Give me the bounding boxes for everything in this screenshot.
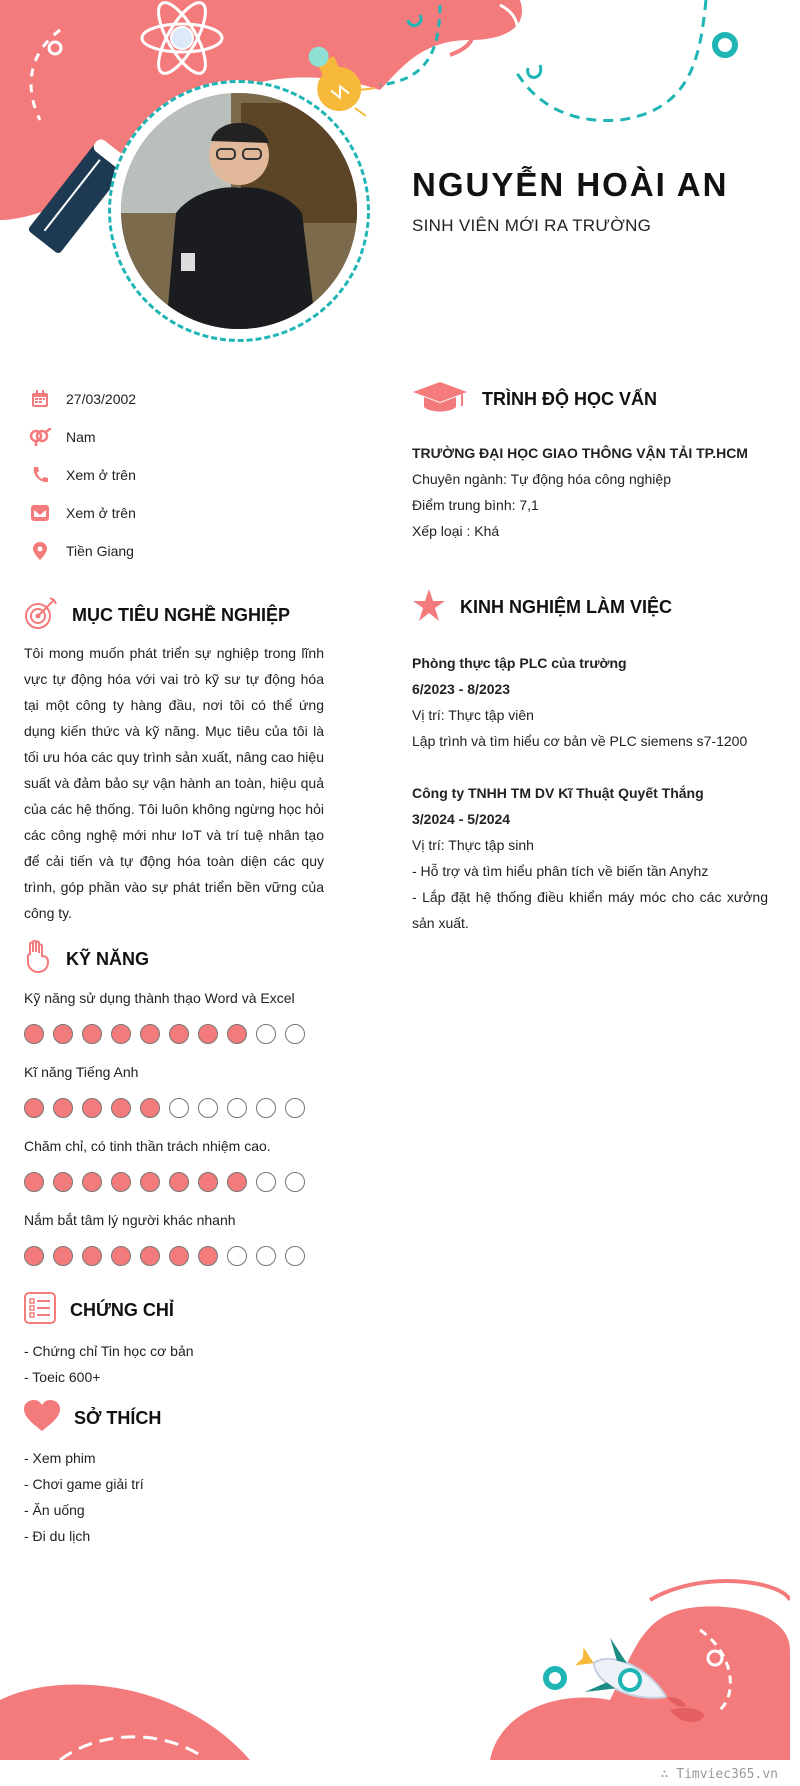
rating-dot-filled [169, 1172, 189, 1192]
rating-dot-empty [256, 1246, 276, 1266]
job-detail: - Hỗ trợ và tìm hiểu phân tích về biến tần Anyhz [412, 863, 709, 879]
birthday-text: 27/03/2002 [66, 391, 137, 407]
school-name: TRƯỜNG ĐẠI HỌC GIAO THÔNG VẬN TẢI TP.HCM [412, 445, 748, 461]
skill-label: Kĩ năng Tiếng Anh [24, 1064, 139, 1080]
star-icon [412, 588, 446, 627]
skill-label: Nắm bắt tâm lý người khác nhanh [24, 1212, 236, 1228]
rating-dot-filled [198, 1024, 218, 1044]
job-detail: Vị trí: Thực tập sinh [412, 837, 534, 853]
skill-item [24, 990, 324, 1044]
candidate-title: SINH VIÊN MỚI RA TRƯỜNG [412, 216, 652, 235]
rating-dot-filled [198, 1246, 218, 1266]
rating-dot-empty [285, 1098, 305, 1118]
location-icon [26, 540, 54, 562]
hobbies-heading [24, 1400, 161, 1437]
certificates-title: CHỨNG CHỈ [70, 1300, 174, 1320]
rating-dot-empty [256, 1172, 276, 1192]
location-text: Tiền Giang [66, 543, 134, 559]
rating-dot-filled [82, 1024, 102, 1044]
rating-dot-filled [82, 1098, 102, 1118]
job-detail: Lập trình và tìm hiểu cơ bản về PLC siemens s7-1200 [412, 733, 748, 749]
education-heading [412, 380, 657, 419]
experience-job [412, 650, 768, 754]
phone-icon [26, 464, 54, 486]
skills-heading [24, 940, 149, 979]
rating-dot-empty [285, 1246, 305, 1266]
email-icon [26, 502, 54, 524]
objective-title: MỤC TIÊU NGHỀ NGHIỆP [72, 605, 291, 625]
experience-job [412, 780, 768, 936]
job-period: 6/2023 - 8/2023 [412, 681, 511, 697]
rating-dot-filled [24, 1246, 44, 1266]
rating-dot-filled [227, 1024, 247, 1044]
list-item: - Xem phim [24, 1450, 96, 1466]
rating-dot-empty [227, 1246, 247, 1266]
rating-dot-empty [285, 1172, 305, 1192]
rating-dot-filled [53, 1172, 73, 1192]
rating-dot-filled [111, 1246, 131, 1266]
experience-heading [412, 588, 672, 627]
education-detail: Xếp loại : Khá [412, 523, 500, 539]
list-item: - Đi du lịch [24, 1528, 91, 1544]
gender-text: Nam [66, 429, 96, 445]
experience-title: KINH NGHIỆM LÀM VIỆC [460, 597, 673, 617]
skills-title: KỸ NĂNG [66, 949, 150, 969]
rating-dot-filled [53, 1246, 73, 1266]
rating-dot-empty [227, 1098, 247, 1118]
phone-text: Xem ở trên [66, 467, 136, 483]
email-text: Xem ở trên [66, 505, 136, 521]
list-item: - Chứng chỉ Tin học cơ bản [24, 1343, 194, 1359]
education-detail: Điểm trung bình: 7,1 [412, 497, 539, 513]
rating-dot-filled [169, 1246, 189, 1266]
rating-dot-empty [256, 1098, 276, 1118]
graduation-cap-icon [412, 380, 468, 419]
list-item: - Toeic 600+ [24, 1369, 101, 1385]
skill-item [24, 1212, 324, 1266]
rating-dot-empty [169, 1098, 189, 1118]
job-period: 3/2024 - 5/2024 [412, 811, 511, 827]
education-detail: Chuyên ngành: Tự động hóa công nghiệp [412, 471, 671, 487]
rating-dot-filled [227, 1172, 247, 1192]
list-item: - Ăn uống [24, 1502, 85, 1518]
profile-photo-frame [108, 80, 370, 342]
rating-dot-filled [24, 1024, 44, 1044]
rating-dot-filled [140, 1246, 160, 1266]
rating-dot-filled [24, 1098, 44, 1118]
rating-dot-filled [53, 1024, 73, 1044]
skill-item [24, 1064, 324, 1118]
skill-rating [24, 1172, 324, 1192]
certificates-heading [24, 1292, 174, 1329]
certificates-list [24, 1338, 194, 1390]
rating-dot-empty [198, 1098, 218, 1118]
rating-dot-filled [82, 1246, 102, 1266]
contact-row-gender [26, 418, 136, 456]
gender-icon [26, 426, 54, 448]
contact-list [26, 380, 136, 570]
watermark: ∴ Timviec365.vn [660, 1767, 778, 1782]
job-company: Công ty TNHH TM DV Kĩ Thuật Quyết Thắng [412, 785, 704, 801]
contact-row-phone [26, 456, 136, 494]
rating-dot-filled [140, 1024, 160, 1044]
job-detail: Vị trí: Thực tập viên [412, 707, 534, 723]
job-detail: - Lắp đặt hệ thống điều khiển máy móc cho các xưởng sản xuất. [412, 889, 768, 931]
skill-rating [24, 1246, 324, 1266]
rating-dot-filled [198, 1172, 218, 1192]
education-title: TRÌNH ĐỘ HỌC VẤN [482, 389, 657, 409]
rating-dot-filled [111, 1098, 131, 1118]
footer-decoration [0, 1560, 790, 1760]
contact-row-location [26, 532, 136, 570]
job-company: Phòng thực tập PLC của trường [412, 655, 627, 671]
checklist-icon [24, 1292, 56, 1329]
target-icon [24, 596, 58, 635]
rating-dot-filled [82, 1172, 102, 1192]
hobbies-title: SỞ THÍCH [74, 1408, 162, 1428]
rating-dot-filled [169, 1024, 189, 1044]
contact-row-email [26, 494, 136, 532]
objective-heading [24, 596, 290, 635]
rating-dot-filled [53, 1098, 73, 1118]
objective-text: Tôi mong muốn phát triển sự nghiệp trong lĩnh vực tự động hóa với vai trò kỹ sư tự động hóa tại một công ty hàng đầu, nơi tôi có thể ứng dụng kiến thức và kỹ năng. Mục tiêu của tôi là tối ưu hóa các quy trình sản xuất, nâng cao hiệu suất và đảm bảo sự vận hành an toàn, hiệu quả của các hệ thống. Tôi luôn không ngừng học hỏi các công nghệ mới như IoT và trí tuệ nhân tạo để cải tiến và tự động hóa toàn diện các quy trình, góp phần vào sự phát triển bền vững của công ty. [24, 645, 324, 921]
skill-label: Kỹ năng sử dụng thành thạo Word và Excel [24, 990, 295, 1006]
skill-rating [24, 1098, 324, 1118]
candidate-name: NGUYỄN HOÀI AN [412, 166, 729, 203]
calendar-icon [26, 388, 54, 410]
rating-dot-filled [111, 1172, 131, 1192]
rating-dot-filled [111, 1024, 131, 1044]
rating-dot-empty [256, 1024, 276, 1044]
skill-label: Chăm chỉ, có tinh thần trách nhiệm cao. [24, 1138, 271, 1154]
hobbies-list [24, 1445, 144, 1549]
heart-icon [24, 1400, 60, 1437]
skill-item [24, 1138, 324, 1192]
rating-dot-filled [24, 1172, 44, 1192]
contact-row-birthday [26, 380, 136, 418]
skill-rating [24, 1024, 324, 1044]
raised-fist-icon [24, 940, 52, 979]
list-item: - Chơi game giải trí [24, 1476, 144, 1492]
rating-dot-empty [285, 1024, 305, 1044]
rating-dot-filled [140, 1172, 160, 1192]
avatar [121, 93, 357, 329]
rating-dot-filled [140, 1098, 160, 1118]
education-block [412, 440, 768, 544]
